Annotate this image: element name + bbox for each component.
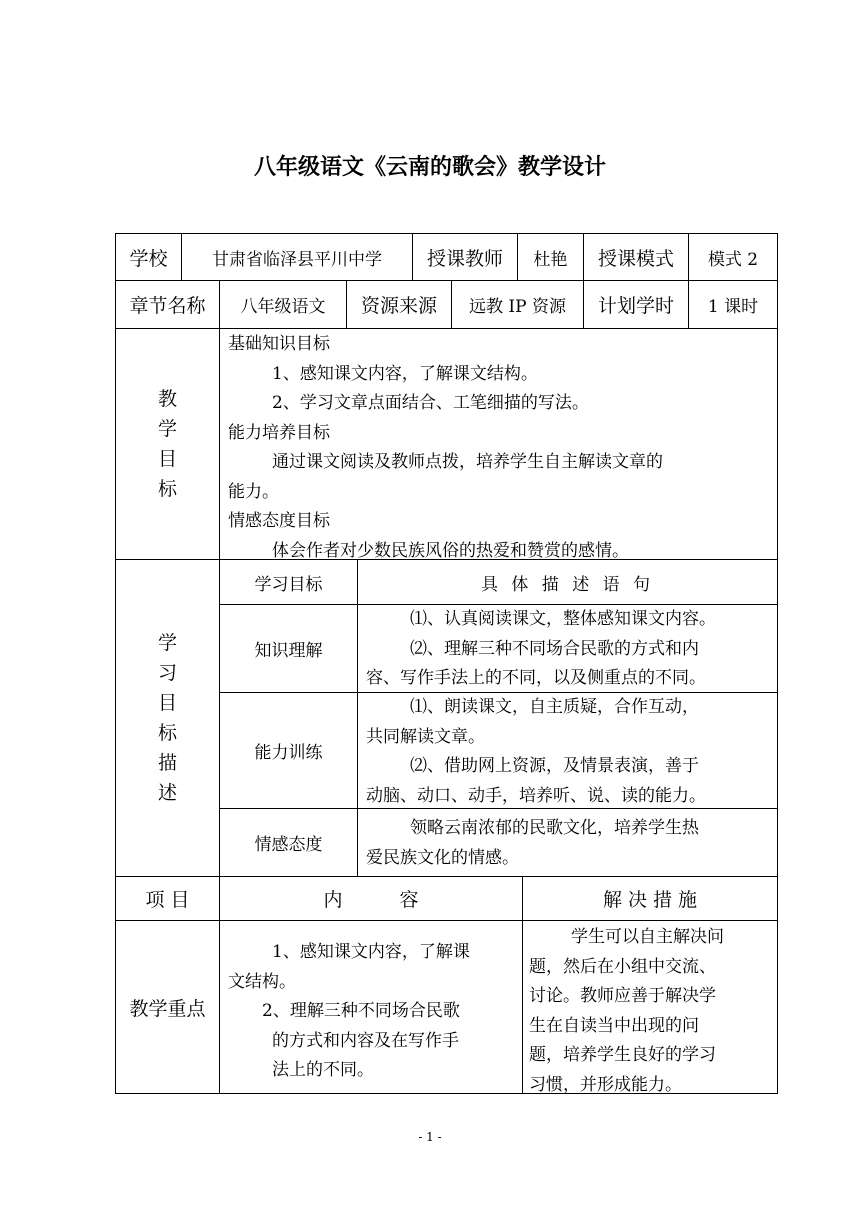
measures-line: 讨论。教师应善于解决学 bbox=[529, 986, 716, 1006]
key-points-line: 2、理解三种不同场合民歌 bbox=[262, 1001, 460, 1021]
goals-line: 1、感知课文内容，了解课文结构。 bbox=[272, 363, 538, 384]
desc-row-label-ability: 能力训练 bbox=[219, 692, 358, 809]
page-title: 八年级语文《云南的歌会》教学设计 bbox=[253, 155, 606, 180]
resource-label: 资源来源 bbox=[346, 280, 452, 329]
mode-value: 模式 2 bbox=[688, 233, 778, 281]
goals-line: 情感态度目标 bbox=[228, 511, 330, 531]
measures-line: 题，然后在小组中交流、 bbox=[529, 956, 716, 977]
measures-line: 学生可以自主解决问 bbox=[571, 927, 724, 947]
desc-line: ⑵、理解三种不同场合民歌的方式和内 bbox=[410, 638, 699, 659]
goals-line: 能力培养目标 bbox=[228, 422, 330, 443]
page-number: - 1 - bbox=[418, 1130, 442, 1144]
desc-line: ⑴、朗读课文，自主质疑，合作互动， bbox=[410, 697, 699, 717]
goals-line: 通过课文阅读及教师点拨，培养学生自主解读文章的 bbox=[272, 452, 663, 472]
desc-row-content-ability bbox=[357, 692, 778, 809]
desc-row-label-emotion: 情感态度 bbox=[219, 808, 358, 877]
desc-line: 共同解读文章。 bbox=[366, 726, 485, 747]
goals-label-char: 学 bbox=[157, 418, 177, 440]
key-points-line: 文结构。 bbox=[228, 971, 296, 992]
desc-line: ⑵、借助网上资源，及情景表演，善于 bbox=[410, 756, 699, 776]
desc-label-char: 标 bbox=[157, 722, 177, 744]
school-value: 甘肃省临泽县平川中学 bbox=[181, 233, 413, 281]
chapter-value: 八年级语文 bbox=[219, 280, 347, 329]
items-header-measures: 解 决 措 施 bbox=[522, 876, 778, 921]
mode-label: 授课模式 bbox=[583, 233, 689, 281]
desc-row-content-knowledge bbox=[357, 604, 778, 693]
key-points-content bbox=[219, 920, 523, 1094]
goals-label bbox=[115, 328, 220, 560]
desc-label-char: 述 bbox=[157, 782, 177, 804]
goals-line: 基础知识目标 bbox=[228, 334, 330, 354]
desc-label-char: 学 bbox=[157, 632, 177, 654]
hours-value: 1 课时 bbox=[688, 280, 778, 329]
key-points-line: 法上的不同。 bbox=[272, 1060, 374, 1080]
hours-label: 计划学时 bbox=[583, 280, 689, 329]
measures-line: 习惯，并形成能力。 bbox=[529, 1074, 682, 1095]
desc-line: 领略云南浓郁的民歌文化，培养学生热 bbox=[410, 818, 699, 838]
desc-row-label-knowledge: 知识理解 bbox=[219, 604, 358, 693]
school-label: 学校 bbox=[115, 233, 182, 281]
desc-label-char: 习 bbox=[157, 662, 177, 684]
teacher-label: 授课教师 bbox=[412, 233, 518, 281]
teacher-value: 杜艳 bbox=[517, 233, 584, 281]
goals-label-char: 目 bbox=[157, 448, 177, 470]
key-points-label: 教学重点 bbox=[115, 920, 220, 1094]
key-points-line: 的方式和内容及在写作手 bbox=[272, 1030, 459, 1051]
desc-header-left: 学习目标 bbox=[219, 559, 358, 605]
goals-label-char: 教 bbox=[157, 388, 177, 410]
desc-line: 动脑、动口、动手，培养听、说、读的能力。 bbox=[366, 785, 706, 806]
desc-label-char: 目 bbox=[157, 692, 177, 714]
chapter-label: 章节名称 bbox=[115, 280, 220, 329]
desc-header-right: 具 体 描 述 语 句 bbox=[357, 559, 778, 605]
items-header-item: 项 目 bbox=[115, 876, 220, 921]
desc-label bbox=[115, 559, 220, 877]
goals-line: 体会作者对少数民族风俗的热爱和赞赏的感情。 bbox=[272, 540, 629, 561]
key-points-measures bbox=[522, 920, 778, 1094]
items-header-content: 内 容 bbox=[219, 876, 523, 921]
goals-line: 能力。 bbox=[228, 481, 279, 502]
goals-content bbox=[219, 328, 778, 560]
goals-line: 2、学习文章点面结合、工笔细描的写法。 bbox=[272, 393, 589, 413]
desc-label-char: 描 bbox=[157, 752, 177, 774]
measures-line: 生在自读当中出现的问 bbox=[529, 1015, 699, 1036]
desc-line: 爱民族文化的情感。 bbox=[366, 847, 519, 868]
resource-value: 远教 IP 资源 bbox=[451, 280, 584, 329]
desc-row-content-emotion bbox=[357, 808, 778, 877]
key-points-line: 1、感知课文内容，了解课 bbox=[272, 942, 470, 962]
measures-line: 题，培养学生良好的学习 bbox=[529, 1045, 716, 1065]
desc-line: ⑴、认真阅读课文，整体感知课文内容。 bbox=[410, 609, 716, 629]
desc-line: 容、写作手法上的不同，以及侧重点的不同。 bbox=[366, 668, 706, 688]
goals-label-char: 标 bbox=[157, 478, 177, 500]
